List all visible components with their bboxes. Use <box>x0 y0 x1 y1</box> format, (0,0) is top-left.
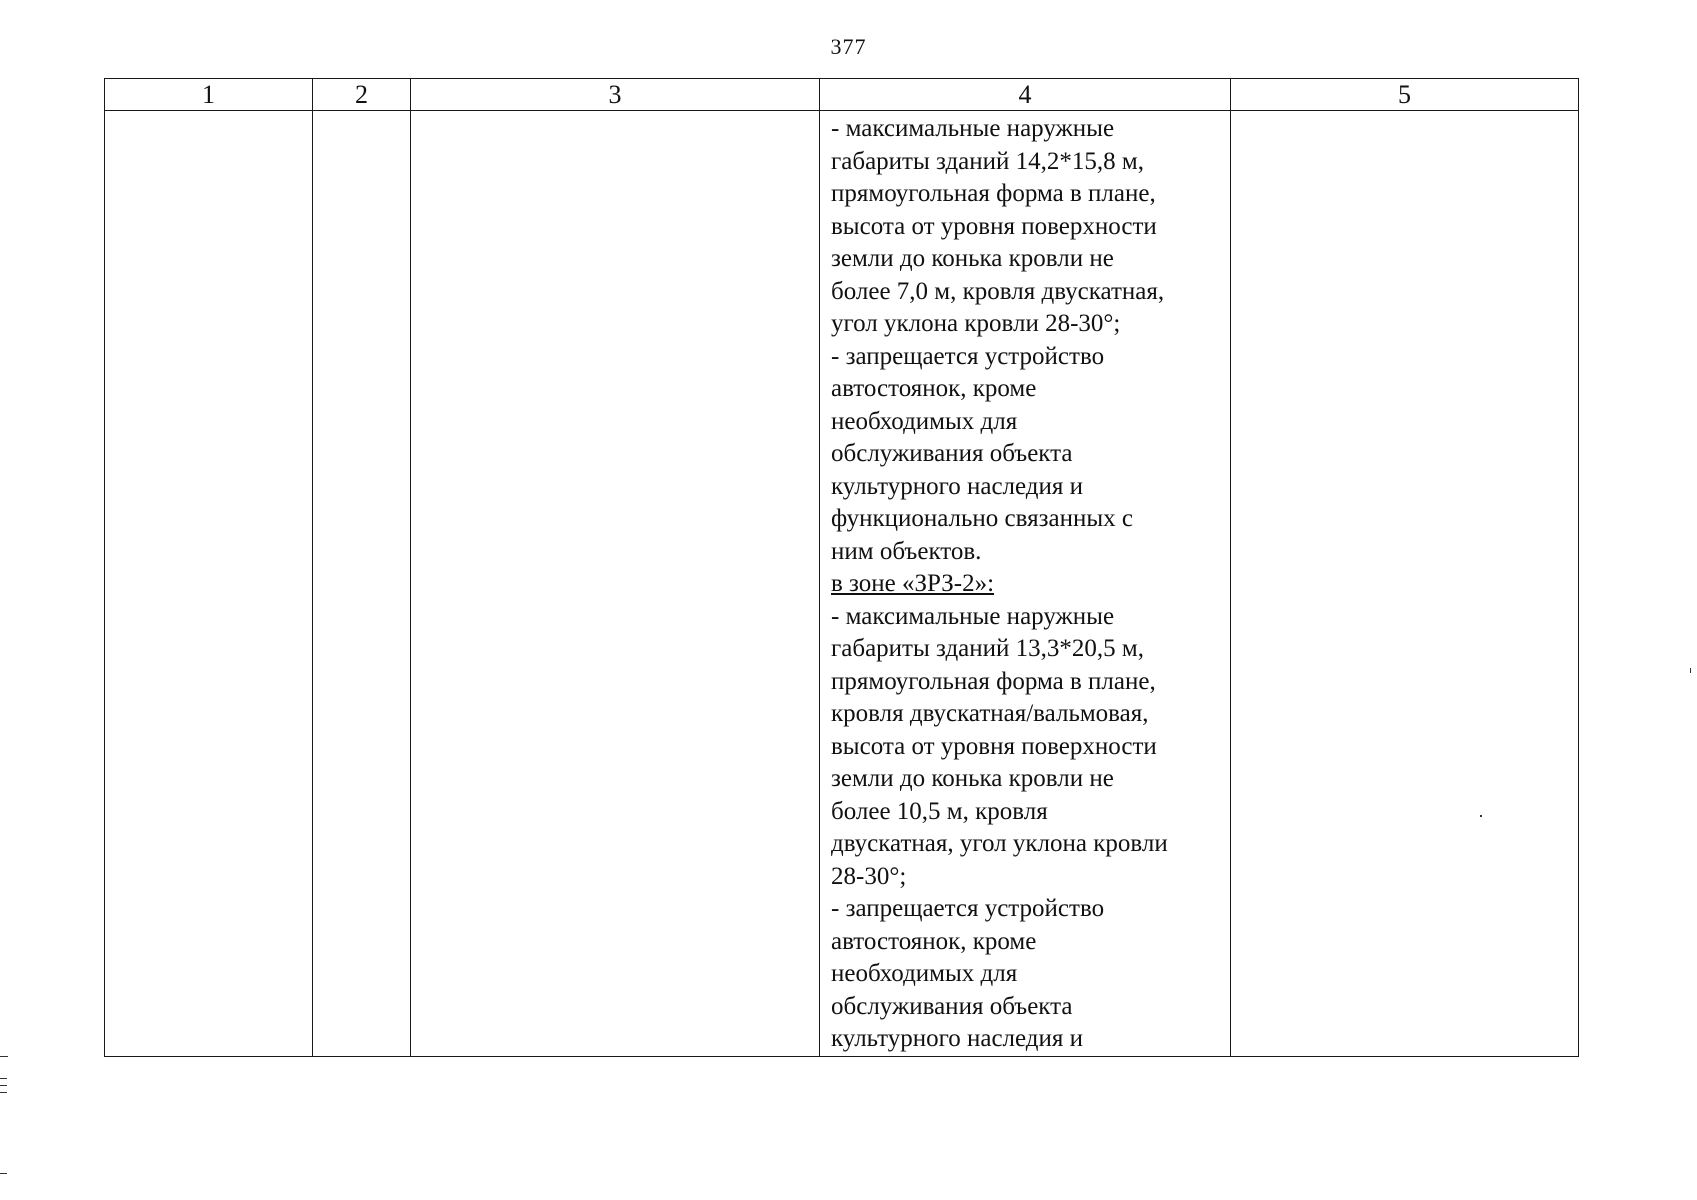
cell-col-4 <box>820 111 1231 1057</box>
text-line: габариты зданий 13,3*20,5 м, <box>831 635 1144 662</box>
text-line: обслуживания объекта <box>831 992 1073 1020</box>
text-line: - запрещается устройство <box>831 342 1105 370</box>
scan-mark <box>0 1078 7 1079</box>
zone-heading: в зоне «ЗРЗ-2»: <box>831 570 995 597</box>
text-line: земли до конька кровли не <box>831 765 1114 792</box>
header-col-3: 3 <box>411 79 820 111</box>
scan-mark <box>1690 668 1691 673</box>
header-col-4: 4 <box>820 79 1231 111</box>
text-line: - запрещается устройство <box>831 895 1105 922</box>
text-line: - максимальные наружные <box>831 602 1115 630</box>
text-line: прямоугольная форма в плане, <box>831 180 1156 207</box>
text-line: более 7,0 м, кровля двускатная, <box>831 277 1165 305</box>
regulations-table <box>104 78 1579 1057</box>
scan-mark <box>0 1092 7 1093</box>
scan-mark <box>1480 815 1482 817</box>
text-line: двускатная, угол уклона кровли <box>831 830 1168 857</box>
scan-mark <box>0 1056 8 1057</box>
cell-col-2 <box>313 111 411 1057</box>
page-number: 377 <box>830 34 867 59</box>
text-line: культурного наследия и <box>831 1025 1084 1052</box>
text-line: обслуживания объекта <box>831 440 1073 467</box>
text-line: прямоугольная форма в плане, <box>831 667 1156 695</box>
text-line: габариты зданий 14,2*15,8 м, <box>831 147 1144 175</box>
text-line: автостоянок, кроме <box>831 375 1037 402</box>
text-line: ним объектов. <box>831 537 982 565</box>
text-line: необходимых для <box>831 960 1018 987</box>
cell-col-5 <box>1231 111 1579 1057</box>
table-header-row <box>105 79 1579 111</box>
text-line: - максимальные наружные <box>831 115 1115 142</box>
text-line: кровля двускатная/вальмовая, <box>831 700 1149 727</box>
scan-mark <box>0 1173 7 1174</box>
text-line: высота от уровня поверхности <box>831 732 1157 760</box>
text-line: автостоянок, кроме <box>831 927 1037 955</box>
text-line: 28-30°; <box>831 862 907 890</box>
cell-col-1 <box>105 111 313 1057</box>
header-col-1: 1 <box>105 79 313 111</box>
text-line: высота от уровня поверхности <box>831 212 1157 240</box>
cell-col-3 <box>411 111 820 1057</box>
header-col-2: 2 <box>313 79 411 111</box>
text-line: угол уклона кровли 28-30°; <box>831 310 1121 337</box>
text-line: культурного наследия и <box>831 472 1084 500</box>
text-line: земли до конька кровли не <box>831 245 1114 272</box>
text-line: необходимых для <box>831 407 1018 435</box>
header-col-5: 5 <box>1231 79 1579 111</box>
table-row <box>105 111 1579 1057</box>
text-line: более 10,5 м, кровля <box>831 797 1048 825</box>
scan-mark <box>0 1085 7 1086</box>
text-line: функционально связанных с <box>831 505 1134 532</box>
